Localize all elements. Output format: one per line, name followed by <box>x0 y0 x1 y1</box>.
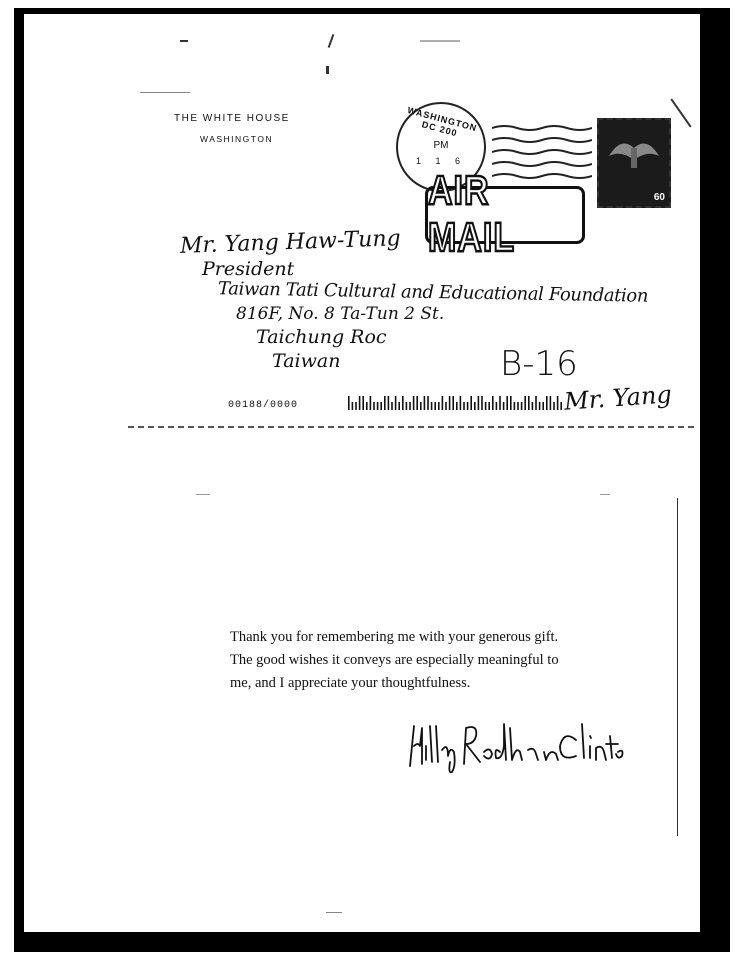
barcode-bar <box>550 396 552 410</box>
sender-name: THE WHITE HOUSE <box>174 113 290 124</box>
barcode-number: 00188/0000 <box>228 400 299 411</box>
barcode-bar <box>532 402 534 410</box>
barcode-bar <box>456 402 458 410</box>
scan-speck <box>140 92 190 93</box>
postage-stamp <box>597 118 671 208</box>
recipient-note: Mr. Yang <box>563 380 673 416</box>
barcode-bar <box>521 402 523 410</box>
letter-line: me, and I appreciate your thoughtfulness. <box>230 675 471 691</box>
barcode-bar <box>546 396 548 410</box>
barcode-bar <box>352 402 354 410</box>
barcode-bar <box>362 396 364 410</box>
barcode-bar <box>478 396 480 410</box>
barcode-bar <box>434 402 436 410</box>
address-city: Taichung Roc <box>256 326 387 348</box>
sender-city: WASHINGTON <box>200 134 274 144</box>
barcode-bar <box>377 402 379 410</box>
barcode-bar <box>492 396 494 410</box>
file-code-annotation: B-16 <box>500 344 578 384</box>
barcode-bar <box>431 402 433 410</box>
airmail-label: AIR MAIL <box>428 168 516 261</box>
letter-line: Thank you for remembering me with your generous gift. <box>230 629 559 645</box>
barcode-bar <box>424 396 426 410</box>
barcode-bar <box>452 396 454 410</box>
letter-body <box>230 626 650 695</box>
barcode-bar <box>553 402 555 410</box>
barcode-bar <box>442 396 444 410</box>
barcode-bar <box>402 396 404 410</box>
barcode-bar <box>409 402 411 410</box>
barcode-bar <box>438 402 440 410</box>
barcode-bar <box>535 396 537 410</box>
barcode-bar <box>373 402 375 410</box>
postmark-date: 1 1 6 <box>415 156 467 166</box>
page-edge-line <box>677 498 678 836</box>
address-title: President <box>202 258 295 280</box>
barcode-bar <box>463 402 465 410</box>
letter-line: The good wishes it conveys are especially meaningful to <box>230 652 559 668</box>
stamp-value: 60 <box>653 192 665 203</box>
barcode-bar <box>416 396 418 410</box>
postmark-city: WASHINGTON DC 200 <box>406 105 479 139</box>
barcode-bar <box>384 396 386 410</box>
barcode-bar <box>560 402 562 410</box>
scan-speck <box>326 912 342 913</box>
signature <box>404 716 624 776</box>
scan-speck <box>196 494 210 495</box>
barcode-bar <box>528 396 530 410</box>
scan-speck <box>326 66 329 74</box>
barcode-bar <box>481 396 483 410</box>
barcode-bar <box>427 396 429 410</box>
barcode-bar <box>413 396 415 410</box>
barcode-bar <box>449 396 451 410</box>
barcode-bar <box>355 402 357 410</box>
scan-speck <box>420 40 460 42</box>
barcode-bar <box>359 396 361 410</box>
barcode-bar <box>506 396 508 410</box>
barcode-bar <box>395 396 397 410</box>
address-organization: Taiwan Tati Cultural and Educational Foundation <box>217 278 649 307</box>
scan-speck <box>600 494 610 495</box>
barcode-bar <box>366 402 368 410</box>
barcode-bar <box>503 402 505 410</box>
postal-barcode <box>348 396 570 410</box>
address-street: 816F, No. 8 Ta-Tun 2 St. <box>236 304 445 324</box>
barcode-bar <box>488 402 490 410</box>
barcode-bar <box>380 402 382 410</box>
barcode-bar <box>510 396 512 410</box>
barcode-bar <box>348 396 350 410</box>
scan-speck <box>180 40 188 42</box>
postmark-time: PM <box>433 140 449 151</box>
barcode-bar <box>499 396 501 410</box>
barcode-bar <box>370 396 372 410</box>
barcode-bar <box>539 402 541 410</box>
envelope-fold-line <box>128 426 694 428</box>
barcode-bar <box>470 396 472 410</box>
barcode-bar <box>485 402 487 410</box>
address-country: Taiwan <box>272 350 341 372</box>
stamp-eagle-icon <box>601 126 667 186</box>
barcode-bar <box>460 396 462 410</box>
barcode-bar <box>420 402 422 410</box>
address-recipient: Mr. Yang Haw-Tung <box>179 226 402 259</box>
barcode-bar <box>467 402 469 410</box>
barcode-bar <box>514 402 516 410</box>
barcode-bar <box>524 396 526 410</box>
barcode-bar <box>557 396 559 410</box>
barcode-bar <box>517 402 519 410</box>
airmail-label-box <box>425 168 585 261</box>
barcode-bar <box>388 396 390 410</box>
barcode-bar <box>398 402 400 410</box>
barcode-bar <box>496 402 498 410</box>
barcode-bar <box>542 402 544 410</box>
barcode-bar <box>391 402 393 410</box>
barcode-bar <box>445 402 447 410</box>
barcode-bar <box>406 402 408 410</box>
barcode-bar <box>474 402 476 410</box>
